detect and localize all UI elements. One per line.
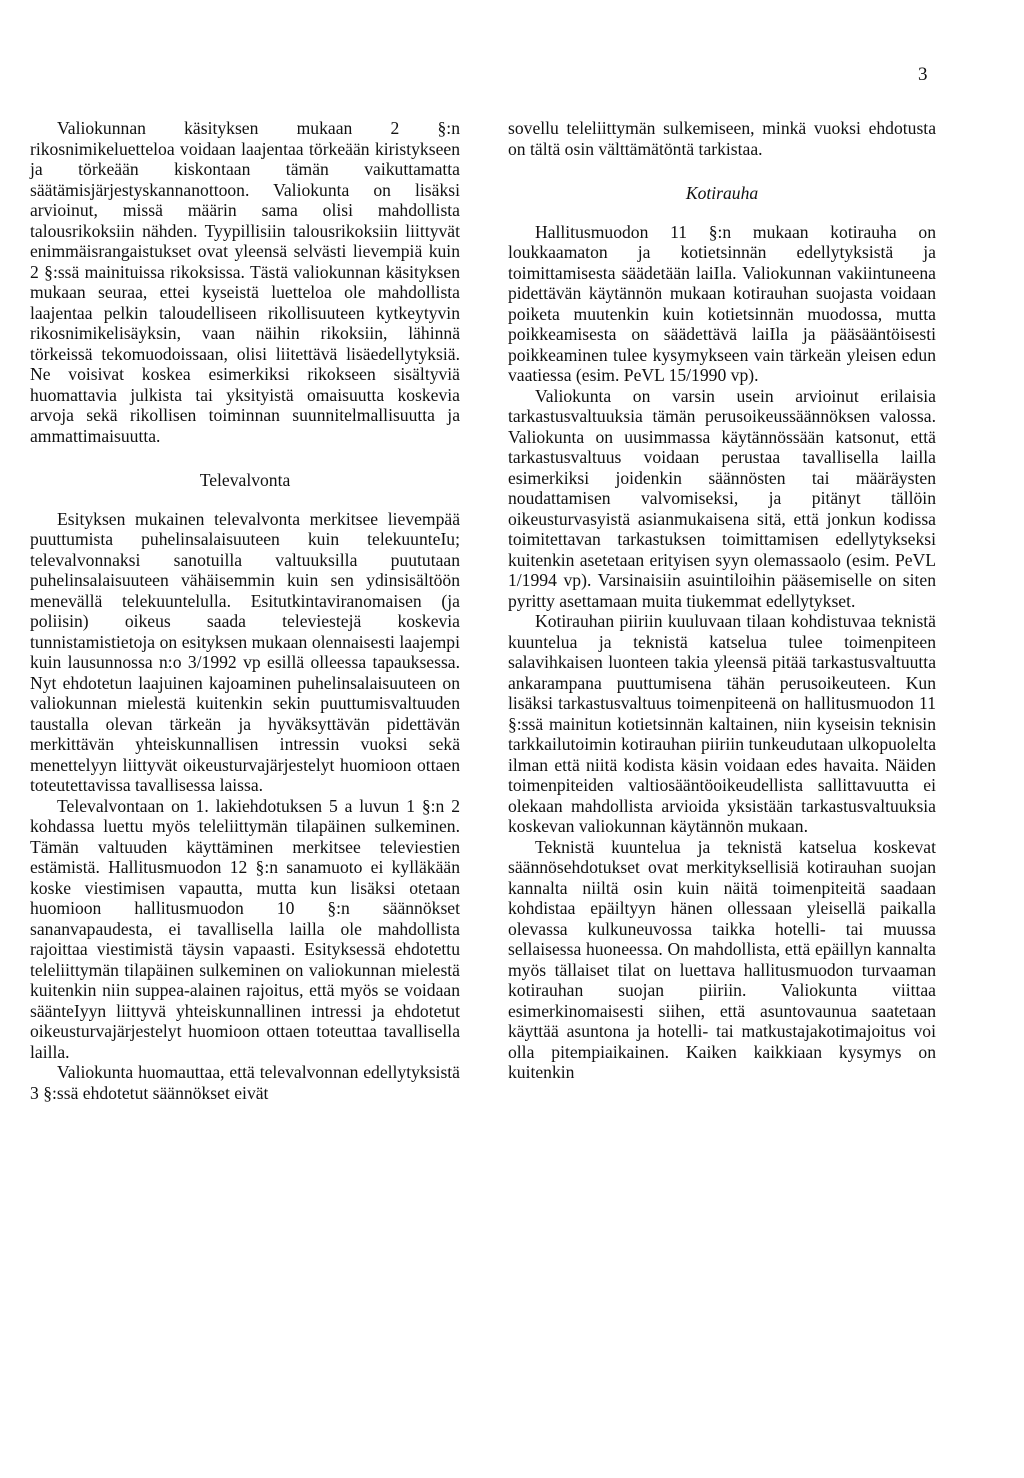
right-paragraph-5: Teknistä kuuntelua ja teknistä katselua koskevat säännösehdotukset ovat merkityksellisiä kotirauhan suojan kannalta niiltä osin kuin näitä toimenpiteitä saadaan kohdistaa epäiltyyn hänen ollessaan yleisellä paikalla olevassa kulkuneuvossa taikka hotelli- tai muussa sellaisessa huoneessa. On mahdollista, että epäillyn kannalta myös tällaiset tilat on luettava hallitusmuodon turvaaman kotirauhan suojan piiriin. Valiokunta viittaa esimerkinomaisesti siihen, että asuntovaunua saatetaan käyttää asuntona ja hotelli- tai matkustajakotimajoitus voi olla pitempiaikainen. Kaiken kaikkiaan kysymys on kuitenkin <box>508 836 936 1082</box>
right-paragraph-2: Hallitusmuodon 11 §:n mukaan kotirauha on loukkaamaton ja kotietsinnän edellytyksistä ja toimittamisesta säädetään laiIla. Valiokunnan vakiintuneena pidettävän käytännön mukaan kotirauhan suojasta voidaan poiketa muutenkin kuin kotietsinnän muodossa, mutta poikkeamisesta on säädettävä laiIla ja pääsääntöisesti poikkeaminen tulee kysymykseen vain tärkeän yleisen edun vaatiessa (esim. PeVL 15/1990 vp). <box>508 221 936 385</box>
right-column <box>508 118 936 1083</box>
right-paragraph-3: Valiokunta on varsin usein arvioinut erilaisia tarkastusvaltuuksia tämän perusoikeussäännöksen valossa. Valiokunta on uusimmassa käytännössään katsonut, että tarkastusvaltuus voidaan perustaa tavallisella lailla esimerkiksi joidenkin säännösten tai määräysten noudattamisen valvomiseksi, ja pitänyt tällöin oikeusturvasyistä asianmukaisena sitä, että jonkun kodissa toimitettavan tarkastuksen toimittamisen edellytykseksi kuitenkin asetetaan erityisen syyn olemassaolo (esim. PeVL 1/1994 vp). Varsinaisiin asuintiloihin pääsemiselle on siten pyritty asettamaan muita tiukemmat edellytykset. <box>508 385 936 611</box>
left-paragraph-1: Valiokunnan käsityksen mukaan 2 §:n rikosnimikeluetteloa voidaan laajentaa törkeään kiristykseen ja törkeään kiskontaan tämän vaikuttamatta säätämisjärjestyskannanottoon. Valiokunta on lisäksi arvioinut, missä määrin sama olisi mahdollista talousrikoksiin nähden. Tyypillisiin talousrikoksiin liittyvät enimmäisrangaistukset ovat yleensä selvästi lievempiä kuin 2 §:ssä mainituissa rikoksissa. Tästä valiokunnan käsityksen mukaan seuraa, ettei kyseistä luetteloa ole mahdollista laajentaa pelkin taloudelliseen rikollisuuteen kytkeytyvin rikosnimikelisäyksin, vaan näihin rikoksiin, lähinnä törkeissä tekomuodoissaan, olisi liitettävä lisäedellytyksiä. Ne voisivat koskea esimerkiksi rikokseen sisältyviä huomattavia julkista tai yksityistä omaisuutta koskevia arvoja sekä rikollisen toiminnan suunnitelmallisuutta ja ammattimaisuutta. <box>30 118 460 446</box>
section-heading-kotirauha: Kotirauha <box>685 183 759 203</box>
section-heading-televalvonta: Televalvonta <box>199 470 291 490</box>
right-paragraph-1: sovellu teleliittymän sulkemiseen, minkä vuoksi ehdotusta on tältä osin välttämätöntä tarkistaa. <box>508 118 936 159</box>
left-paragraph-2: Esityksen mukainen televalvonta merkitsee lievempää puuttumista puhelinsalaisuuteen kuin telekuunteIu; televalvonnaksi sanotuilla valtuuksilla puututaan puhelinsalaisuuteen vähäisemmin kuin sen ydinsisältöön menevällä telekuuntelulla. Esitutkintaviranomaisen (ja poliisin) oikeus saada televiestejä koskevia tunnistamistietoja on esityksen mukaan olennaisesti laajempi kuin lausunnossa n:o 3/1992 vp esillä olleessa tapauksessa. Nyt ehdotetun laajuinen kajoaminen puhelinsalaisuuteen on valiokunnan mielestä kuitenkin sekin puuttumisvaltuuden taustalla olevan tärkeän ja hyväksyttävän pidettävän merkittävän yhteiskunnallisen intressin vuoksi sekä menettelyyn liittyvät oikeusturvajärjestelyt huomioon ottaen toteutettavissa tavallisessa laissa. <box>30 508 460 795</box>
left-paragraph-3: Televalvontaan on 1. lakiehdotuksen 5 a luvun 1 §:n 2 kohdassa luettu myös teleliittymän tilapäinen sulkeminen. Tämän valtuuden käyttäminen merkitsee televiestien estämistä. Hallitusmuodon 12 §:n sanamuoto ei kylläkään koske viestimisen vapautta, mutta kun lisäksi otetaan huomioon hallitusmuodon 10 §:n säännökset sananvapaudesta, ei tavallisella lailla ole mahdollista rajoittaa viestimistä täysin vapaasti. Esityksessä ehdotettu teleliittymän tilapäinen sulkeminen on valiokunnan mielestä kuitenkin niin suppea-alainen rajoitus, että myös se voidaan säänteIyyn liittyvä yhteiskunnallinen intressi ja ehdotetut oikeusturvajärjestelyt huomioon ottaen toteuttaa tavallisella laillа. <box>30 795 460 1062</box>
left-column <box>30 118 460 1103</box>
page-number: 3 <box>918 64 928 85</box>
left-paragraph-4: Valiokunta huomauttaa, että televalvonnan edellytyksistä 3 §:ssä ehdotetut säännökset eivät <box>30 1062 460 1103</box>
right-paragraph-4: Kotirauhan piiriin kuuluvaan tilaan kohdistuvaa teknistä kuuntelua ja teknistä katselua tulee toimenpiteen salavihkaisen luonteen takia yleensä pitää tarkastusvaltuutta ankarampana puuttumisena tähän perusoikeuteen. Kun lisäksi tarkastusvaltuus toimenpiteenä on hallitusmuodon 11 §:ssä mainitun kotietsinnän kaltainen, niin kyseisin teknisin tarkkailutoimin kotirauhan piiriin tunkeudutaan ulkopuolelta ilman että niitä kodista käsin voidaan edes havaita. Näiden toimenpiteiden valtiosääntöoikeudellista sallittavuutta ei olekaan mahdollista arvioida yksistään tarkastusvaltuuksia koskevan valiokunnan käytännön mukaan. <box>508 611 936 836</box>
